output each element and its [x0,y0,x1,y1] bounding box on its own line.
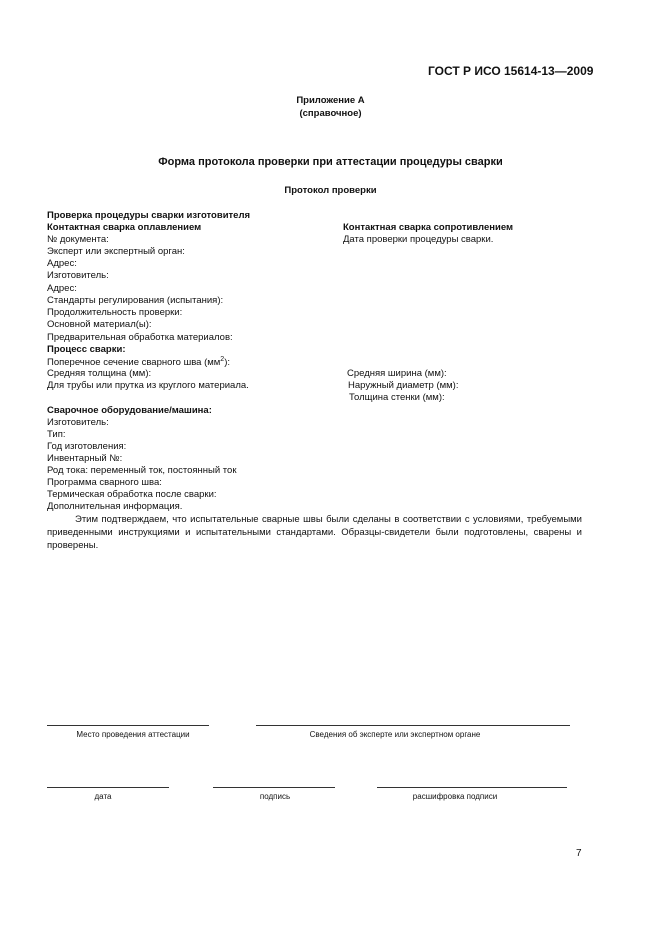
field-average-width: Средняя ширина (мм): [347,368,447,379]
certification-statement: Этим подтверждаем, что испытательные сварные швы были сделаны в соответствии с условиями, требуемыми приведенными инструкциями и испытательными стандартами. Образцы-свидетели были подготовлены, сварены и проверены. [47,514,582,551]
section-heading-manufacturer-check: Проверка процедуры сварки изготовителя [47,210,251,221]
field-cross-section: Поперечное сечение сварного шва $(мм^2)$: [47,356,231,369]
field-duration: Продолжительность проверки: [47,307,183,318]
process-heading: Процесс сварки: [47,344,126,355]
place-caption: Место проведения аттестации [76,730,190,739]
field-heat-treatment: Термическая обработка после сварки: [47,489,217,500]
field-average-thickness: Средняя толщина (мм): [47,368,152,379]
field-expert: Эксперт или экспертный орган: [47,246,185,257]
place-signature-line [47,725,209,726]
decoding-caption: расшифровка подписи [412,792,498,801]
field-equipment-manufacturer: Изготовитель: [47,417,109,428]
field-address-2: Адрес: [47,283,77,294]
field-equipment-type: Тип: [47,429,66,440]
field-standards: Стандарты регулирования (испытания): [47,295,224,306]
form-title: Форма протокола проверки при аттестации процедуры сварки [158,156,503,168]
field-additional-info: Дополнительная информация. [47,501,183,512]
resistance-welding-subheading: Контактная сварка сопротивлением [343,222,514,233]
standard-header: ГОСТ Р ИСО 15614-13—2009 [428,64,594,78]
field-year: Год изготовления: [47,441,127,452]
field-outer-diameter: Наружный диаметр (мм): [348,380,459,391]
field-current-type: Род тока: переменный ток, постоянный ток [47,465,237,476]
flash-welding-subheading: Контактная сварка оплавлением [47,222,202,233]
protocol-title: Протокол проверки [284,185,377,196]
field-weld-program: Программа сварного шва: [47,477,162,488]
appendix-title: Приложение А [296,95,365,106]
equipment-heading: Сварочное оборудование/машина: [47,405,212,416]
field-wall-thickness: Толщина стенки (мм): [349,392,445,403]
expert-signature-line [256,725,570,726]
appendix-note: (справочное) [299,108,362,119]
field-document-number: № документа: [47,234,109,245]
field-inventory-number: Инвентарный №: [47,453,123,464]
field-address-1: Адрес: [47,258,77,269]
signature-line [213,787,335,788]
field-pretreatment: Предварительная обработка материалов: [47,332,233,343]
field-pipe-note: Для трубы или прутка из круглого материала. [47,380,249,391]
signature-caption: подпись [259,792,291,801]
date-caption: дата [94,792,112,801]
field-base-material: Основной материал(ы): [47,319,152,330]
field-check-date: Дата проверки процедуры сварки. [343,234,494,245]
date-signature-line [47,787,169,788]
field-manufacturer: Изготовитель: [47,270,109,281]
page-number: 7 [576,848,582,859]
expert-caption: Сведения об эксперте или экспертном органе [309,730,481,739]
decoding-signature-line [377,787,567,788]
